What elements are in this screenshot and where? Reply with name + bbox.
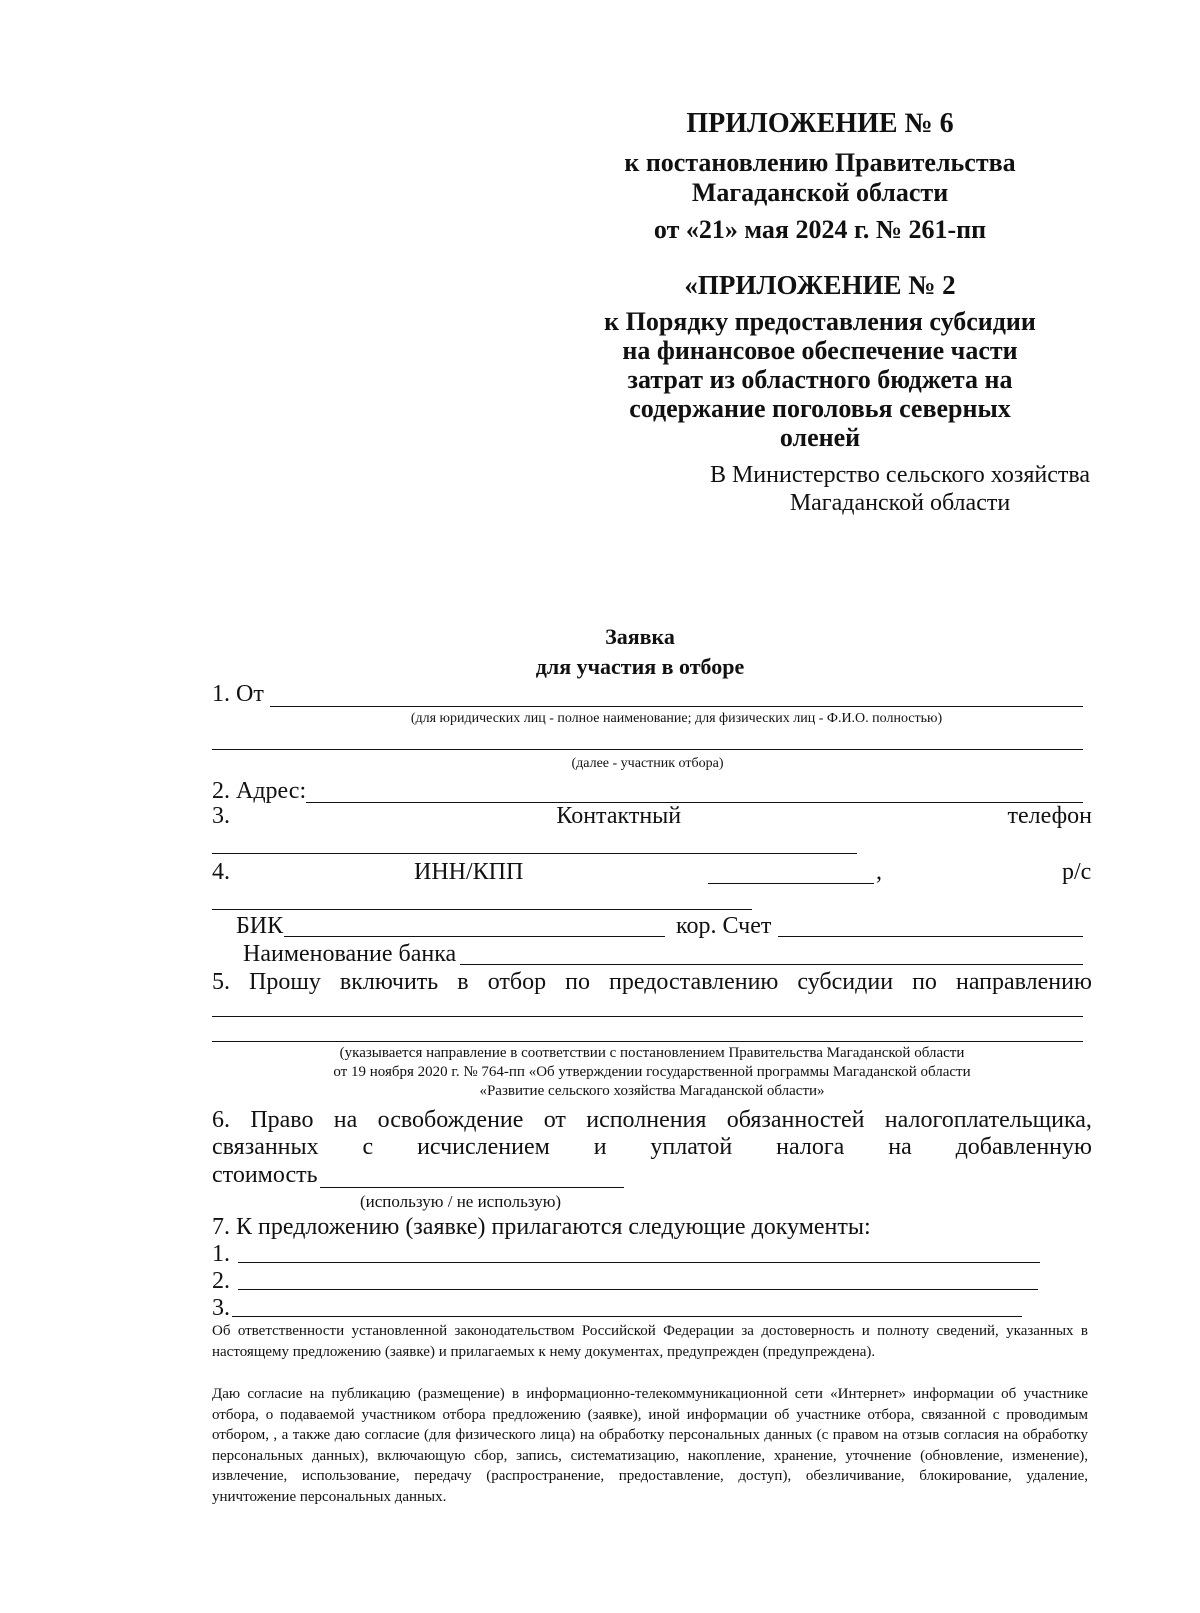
item6-l2-w3: исчислением <box>417 1134 550 1160</box>
item6-l1-w5: от <box>543 1107 566 1133</box>
document-item-2-line[interactable] <box>238 1289 1038 1290</box>
inn-kpp-label: ИНН/КПП <box>414 859 524 885</box>
item6-l2-w8: добавленную <box>955 1134 1092 1160</box>
document-item-3-number: 3. <box>212 1295 230 1321</box>
document-item-1-number: 1. <box>212 1241 230 1267</box>
item5-word-10: направлению <box>955 969 1092 995</box>
bank-name-line[interactable] <box>460 964 1083 965</box>
item6-l2-w2: с <box>362 1134 374 1160</box>
vat-hint: (использую / не использую) <box>360 1192 562 1211</box>
item5-word-1: 5. <box>212 969 230 995</box>
direction-hint-3: «Развитие сельского хозяйства Магаданской области» <box>479 1083 825 1099</box>
inn-kpp-line[interactable] <box>708 883 874 884</box>
order-line-4: содержание поголовья северных <box>629 394 1011 423</box>
phone-word-2: Контактный <box>556 803 682 829</box>
item6-l2-w5: уплатой <box>650 1134 733 1160</box>
item6-l2-w4: и <box>593 1134 607 1160</box>
document-item-1-line[interactable] <box>238 1262 1040 1263</box>
item6-l2-w6: налога <box>776 1134 845 1160</box>
item6-l2-w1: связанных <box>212 1134 319 1160</box>
item6-l1-w3: на <box>333 1107 358 1133</box>
direction-hint-1: (указывается направление в соответствии с постановлением Правительства Магаданской области <box>339 1045 965 1061</box>
form-subtitle: для участия в отборе <box>535 654 745 679</box>
consent-paragraph: Даю согласие на публикацию (размещение) в информационно-телекоммуникационной сети «Интернет» информации об участнике отбора, о подаваемой участником отбора предложению (заявке), иной информации об участнике отбора, связанной с проводимым отбором, , а также даю согласие (для физического лица) на обработку персональных данных (с правом на отзыв согласия на обработку персональных данных), включающую сбор, запись, систематизацию, накопление, хранение, уточнение (обновление, изменение), извлечение, использование, передачу (распространение, предоставление, доступ), обезличивание, блокирование, удаление, уничтожение персональных данных. <box>212 1386 1088 1505</box>
vat-line[interactable] <box>320 1187 624 1188</box>
order-line-1: к Порядку предоставления субсидии <box>604 307 1036 336</box>
item5-word-5: отбор <box>487 969 547 995</box>
direction-line-2[interactable] <box>212 1041 1083 1042</box>
account-line[interactable] <box>212 909 752 910</box>
item-1-label: 1. От <box>212 681 264 707</box>
order-line-3: затрат из областного бюджета на <box>627 365 1013 394</box>
item6-l1-w8: налогоплательщика, <box>884 1107 1092 1133</box>
direction-hint-2: от 19 ноября 2020 г. № 764-пп «Об утверждении государственной программы Магаданской области <box>333 1064 971 1080</box>
address-label: 2. Адрес: <box>212 778 307 804</box>
item-5-row <box>212 969 1092 996</box>
vat-label: стоимость <box>212 1162 318 1188</box>
applicant-name-line[interactable] <box>270 706 1083 707</box>
order-line-2: на финансовое обеспечение части <box>622 336 1018 365</box>
addressee-line-2: Магаданской области <box>789 490 1011 516</box>
item5-word-3: включить <box>339 969 439 995</box>
contact-phone-line[interactable] <box>212 853 857 854</box>
item5-word-9: по <box>912 969 937 995</box>
appendix-6-heading: ПРИЛОЖЕНИЕ № 6 <box>686 108 954 139</box>
item6-l1-w2: Право <box>250 1107 314 1133</box>
direction-line-1[interactable] <box>212 1016 1083 1017</box>
resolution-line-2: Магаданской области <box>691 178 949 207</box>
item-6-row-2 <box>212 1134 1092 1161</box>
bank-name-label: Наименование банка <box>243 941 457 967</box>
item5-word-4: в <box>457 969 469 995</box>
form-title: Заявка <box>605 624 675 649</box>
inn-comma: , <box>876 859 882 885</box>
item5-word-2: Прошу <box>249 969 321 995</box>
addressee-line-1: В Министерство сельского хозяйства <box>709 462 1091 488</box>
document-item-3-line[interactable] <box>232 1316 1022 1317</box>
item6-l1-w7: обязанностей <box>726 1107 865 1133</box>
phone-word-3: телефон <box>1007 803 1092 829</box>
phone-word-1: 3. <box>212 803 230 829</box>
bik-line[interactable] <box>284 936 665 937</box>
item-6-row-1 <box>212 1107 1092 1134</box>
item5-word-6: по <box>565 969 590 995</box>
item5-word-7: предоставлению <box>609 969 779 995</box>
item6-l1-w4: освобождение <box>377 1107 524 1133</box>
corr-account-label: кор. Счет <box>676 913 772 939</box>
appendix-2-heading: «ПРИЛОЖЕНИЕ № 2 <box>684 270 956 300</box>
document-item-2-number: 2. <box>212 1268 230 1294</box>
contact-phone-row <box>212 803 1092 830</box>
responsibility-paragraph: Об ответственности установленной законодательством Российской Федерации за достоверность и полноту сведений, указанных в настоящему предложению (заявке) и прилагаемых к нему документах, предупрежден (предупреждена). <box>212 1323 1088 1360</box>
account-label: р/с <box>1062 859 1092 885</box>
item6-l1-w1: 6. <box>212 1107 230 1133</box>
item5-word-8: субсидии <box>797 969 894 995</box>
bik-label: БИК <box>236 913 284 939</box>
item6-l1-w6: исполнения <box>586 1107 707 1133</box>
corr-account-line[interactable] <box>778 936 1083 937</box>
participant-hint: (далее - участник отбора) <box>571 756 724 771</box>
order-line-5: оленей <box>779 423 861 452</box>
resolution-line-3: от «21» мая 2024 г. № 261-пп <box>653 215 987 244</box>
inn-item-number: 4. <box>212 859 230 885</box>
applicant-name-line-2[interactable] <box>212 749 1083 750</box>
applicant-name-hint: (для юридических лиц - полное наименование; для физических лиц - Ф.И.О. полностью) <box>410 711 943 726</box>
item6-l2-w7: на <box>888 1134 912 1160</box>
documents-label: 7. К предложению (заявке) прилагаются следующие документы: <box>212 1214 871 1240</box>
resolution-line-1: к постановлению Правительства <box>624 148 1016 177</box>
